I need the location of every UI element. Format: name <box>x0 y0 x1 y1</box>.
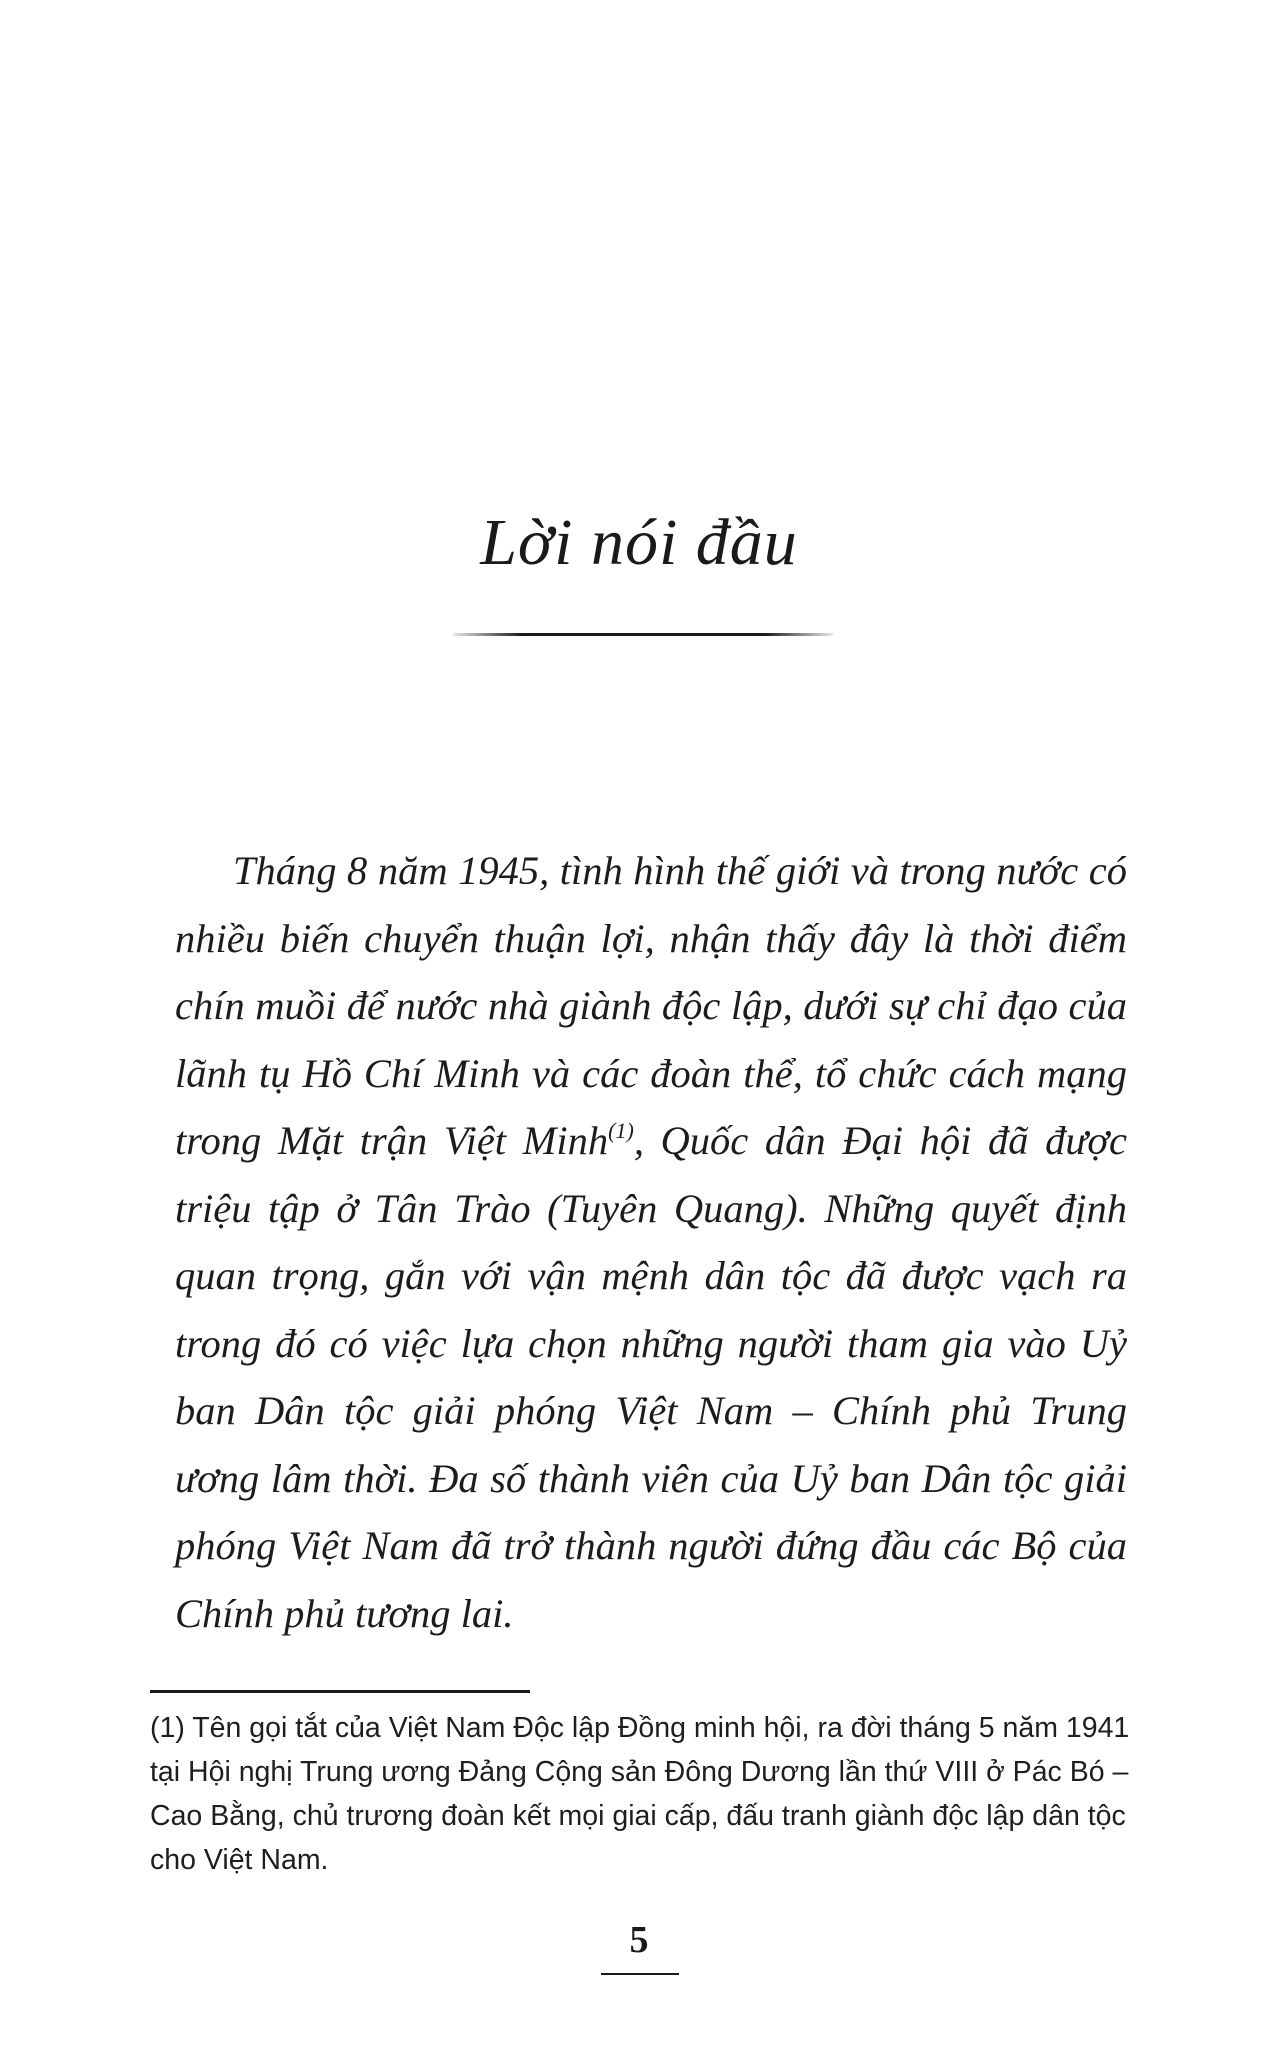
page-title: Lời nói đầu <box>480 506 798 579</box>
page-number-underline <box>601 1973 679 1975</box>
footnote-text: (1) Tên gọi tắt của Việt Nam Độc lập Đồng minh hội, ra đời tháng 5 năm 1941 tại Hội nghị Trung ương Đảng Cộng sản Đông Dương lần thứ VIII ở Pác Bó – Cao Bằng, chủ trương đoàn kết mọi giai cấp, đấu tranh giành độc lập dân tộc cho Việt Nam. <box>150 1712 1130 1876</box>
footnote-divider <box>150 1690 530 1693</box>
page-number: 5 <box>629 1919 649 1961</box>
title-divider <box>453 633 833 636</box>
paragraph-text-part-2: , Quốc dân Đại hội đã được triệu tập ở Tân Trào (Tuyên Quang). Những quyết định quan trọng, gắn với vận mệnh dân tộc đã được vạch ra trong đó có việc lựa chọn những người tham gia vào Uỷ ban Dân tộc giải phóng Việt Nam – Chính phủ Trung ương lâm thời. Đa số thành viên của Uỷ ban Dân tộc giải phóng Việt Nam đã trở thành người đứng đầu các Bộ của Chính phủ tương lai. <box>175 1118 1127 1636</box>
footnote-reference: (1) <box>608 1118 634 1143</box>
intro-paragraph <box>175 837 1127 1647</box>
paragraph-text-part-1: Tháng 8 năm 1945, tình hình thế giới và trong nước có nhiều biến chuyển thuận lợi, nhận thấy đây là thời điểm chín muồi để nước nhà giành độc lập, dưới sự chỉ đạo của lãnh tụ Hồ Chí Minh và các đoàn thể, tổ chức cách mạng trong Mặt trận Việt Minh <box>175 848 1127 1163</box>
